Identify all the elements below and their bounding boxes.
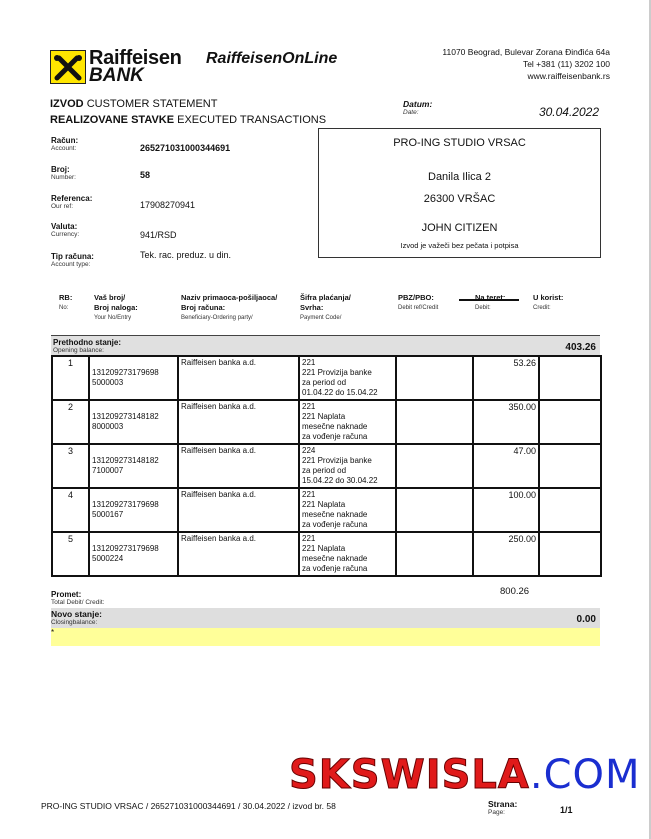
cell-ref <box>89 532 178 576</box>
watermark-red: SKSWISLA <box>289 752 530 798</box>
col-h: Naziv primaoca-pošiljaoca/ <box>181 293 278 302</box>
purpose-line2: mesečne naknade <box>302 422 368 431</box>
purpose-line1: 221 Naplata <box>302 544 346 553</box>
cell-party <box>178 532 299 576</box>
statement-title <box>50 98 217 110</box>
validity-note: Izvod je važeči bez pečata i potpisa <box>400 241 519 250</box>
field-sub: Account type: <box>51 261 91 268</box>
cell-ref <box>89 488 178 532</box>
col-s: Debit ref/Credit <box>398 305 439 311</box>
opening-label <box>53 338 121 354</box>
cell-credit <box>539 532 601 576</box>
city: 26300 VRŠAC <box>423 193 496 205</box>
purpose-line2: za period od <box>302 378 347 387</box>
closing-label <box>51 609 102 626</box>
cell-credit <box>539 356 601 400</box>
row-no: 5 <box>67 534 73 544</box>
payment-code: 221 <box>302 534 316 543</box>
payment-code: 221 <box>302 490 316 499</box>
opening-sub: Opening balance: <box>53 347 104 354</box>
number-value: 58 <box>140 170 151 180</box>
debit-amount: 350.00 <box>508 402 536 412</box>
cell-ref <box>89 400 178 444</box>
person-name: JOHN CITIZEN <box>421 222 498 234</box>
purpose-line1: 221 Naplata <box>302 500 346 509</box>
ref-line1: 131209273179698 <box>92 368 159 377</box>
opening-amount: 403.26 <box>565 342 596 353</box>
currency-value: 941/RSD <box>140 230 177 240</box>
field-sub: Number: <box>51 174 76 181</box>
ref-line1: 131209273179698 <box>92 500 159 509</box>
bank-logo <box>50 47 180 85</box>
cell-pbz <box>396 532 473 576</box>
col-h: PBZ/PBO: <box>398 293 434 302</box>
watermark <box>289 752 641 798</box>
cell-party <box>178 400 299 444</box>
ref-line2: 8000003 <box>92 422 124 431</box>
cell-no <box>52 356 89 400</box>
address-line: 11070 Beograd, Bulevar Zorana Đinđića 64a <box>442 47 610 57</box>
debit-amount: 53.26 <box>513 358 536 368</box>
company-name: PRO-ING STUDIO VRSAC <box>393 137 526 149</box>
service-name: RaiffeisenOnLine <box>206 50 338 67</box>
date-label-text: Datum: <box>403 99 433 109</box>
cell-no <box>52 400 89 444</box>
payment-code: 221 <box>302 358 316 367</box>
account-type-value: Tek. rac. preduz. u din. <box>140 250 232 260</box>
cell-party <box>178 444 299 488</box>
website-link[interactable]: www.raiffeisenbank.rs <box>527 71 610 81</box>
col-header-debit <box>475 293 505 313</box>
field-label: Tip računa: <box>51 252 94 261</box>
field-label: Referenca: <box>51 194 93 203</box>
col-s: Debit: <box>475 305 491 311</box>
cell-purpose <box>299 400 396 444</box>
debit-amount: 47.00 <box>513 446 536 456</box>
cell-ref <box>89 444 178 488</box>
title-bold: REALIZOVANE STAVKE <box>50 114 175 126</box>
bank-address <box>442 46 610 82</box>
purpose-line3: 01.04.22 do 15.04.22 <box>302 388 378 397</box>
table-row <box>52 400 601 444</box>
note-text: * <box>51 628 55 637</box>
cell-no <box>52 532 89 576</box>
row-no: 1 <box>67 358 73 368</box>
watermark-blue: .COM <box>529 752 641 798</box>
cell-pbz <box>396 400 473 444</box>
field-sub: Currency: <box>51 231 80 238</box>
date-value: 30.04.2022 <box>538 105 599 119</box>
purpose-line3: za vođenje računa <box>302 432 368 441</box>
party-name: Raiffeisen banka a.d. <box>181 490 257 499</box>
col-header-rb <box>59 293 72 313</box>
debit-amount: 250.00 <box>508 534 536 544</box>
cell-purpose <box>299 356 396 400</box>
account-value: 265271031000344691 <box>140 143 231 153</box>
cell-pbz <box>396 488 473 532</box>
title-bold: IZVOD <box>50 98 84 110</box>
street: Danila Ilica 2 <box>428 171 491 183</box>
page-sub: Page: <box>488 809 505 816</box>
row-no: 4 <box>67 490 73 500</box>
footer-text: PRO-ING STUDIO VRSAC / 265271031000344691 / 30.04.2022 / izvod br. 58 <box>41 801 336 811</box>
col-s: Your No/Entry <box>94 315 132 321</box>
total-label-text: Promet: <box>51 590 82 599</box>
cell-debit <box>473 488 539 532</box>
page-number: 1/1 <box>560 805 573 815</box>
party-name: Raiffeisen banka a.d. <box>181 402 257 411</box>
title-rest: CUSTOMER STATEMENT <box>86 98 218 110</box>
row-no: 2 <box>67 402 73 412</box>
payment-code: 221 <box>302 402 316 411</box>
ref-line2: 7100007 <box>92 466 124 475</box>
cell-pbz <box>396 356 473 400</box>
cell-party <box>178 356 299 400</box>
table-row <box>52 356 601 400</box>
col-h: Broj računa: <box>181 303 226 312</box>
field-sub: Account: <box>51 145 77 152</box>
closing-sub: Closingbalance: <box>51 619 98 626</box>
cell-purpose <box>299 444 396 488</box>
field-label: Račun: <box>51 136 79 145</box>
logo-emblem-icon <box>50 50 86 84</box>
row-no: 3 <box>67 446 73 456</box>
col-header-your-no <box>94 293 138 323</box>
field-reference <box>51 194 92 210</box>
cell-ref <box>89 356 178 400</box>
debit-amount: 100.00 <box>508 490 536 500</box>
cell-debit <box>473 444 539 488</box>
cell-credit <box>539 488 601 532</box>
col-s: No: <box>59 305 69 311</box>
purpose-line3: 15.04.22 do 30.04.22 <box>302 476 378 485</box>
col-s: Payment Code/ <box>300 315 342 321</box>
col-h: Na teret: <box>475 293 506 302</box>
col-h: Šifra plaćanja/ <box>300 293 351 302</box>
transactions-table <box>51 355 602 577</box>
cell-credit <box>539 444 601 488</box>
cell-party <box>178 488 299 532</box>
field-number <box>51 165 76 181</box>
ref-line2: 5000003 <box>92 378 124 387</box>
payment-code: 224 <box>302 446 316 455</box>
transactions-title <box>50 114 326 126</box>
purpose-line1: 221 Provizija banke <box>302 368 372 377</box>
purpose-line3: za vođenje računa <box>302 520 368 529</box>
cell-debit <box>473 532 539 576</box>
col-h: Vaš broj/ <box>94 293 126 302</box>
col-s: Beneficiary-Ordering party/ <box>181 315 253 321</box>
party-name: Raiffeisen banka a.d. <box>181 534 257 543</box>
table-row <box>52 532 601 576</box>
title-rest: EXECUTED TRANSACTIONS <box>177 114 327 126</box>
note-row <box>51 628 600 646</box>
ref-line2: 5000224 <box>92 554 124 563</box>
field-currency <box>51 222 79 238</box>
ref-line1: 131209273179698 <box>92 544 159 553</box>
logo-text-raiffeisen: Raiffeisen <box>89 47 182 69</box>
col-header-pbz <box>398 293 438 313</box>
page-label <box>488 799 517 816</box>
field-account <box>51 136 78 152</box>
col-header-credit <box>533 293 563 313</box>
ref-line2: 5000167 <box>92 510 124 519</box>
purpose-line1: 221 Naplata <box>302 412 346 421</box>
ref-line1: 131209273148182 <box>92 412 159 421</box>
purpose-line2: mesečne naknade <box>302 510 368 519</box>
purpose-line3: za vođenje računa <box>302 564 368 573</box>
cell-no <box>52 488 89 532</box>
party-name: Raiffeisen banka a.d. <box>181 358 257 367</box>
field-sub: Our ref: <box>51 203 74 210</box>
logo-text-bank: BANK <box>89 65 144 86</box>
cell-pbz <box>396 444 473 488</box>
date-sub: Date: <box>403 109 419 116</box>
cell-debit <box>473 356 539 400</box>
ref-line1: 131209273148182 <box>92 456 159 465</box>
table-row <box>52 488 601 532</box>
purpose-line2: mesečne naknade <box>302 554 368 563</box>
closing-label-text: Novo stanje: <box>51 609 103 619</box>
opening-balance-row <box>51 335 600 356</box>
table-row <box>52 444 601 488</box>
page-label-text: Strana: <box>488 799 518 809</box>
field-account-type <box>51 252 94 268</box>
col-header-code <box>300 293 351 323</box>
field-label: Broj: <box>51 165 70 174</box>
col-header-party <box>181 293 277 323</box>
field-label: Valuta: <box>51 222 78 231</box>
col-h: U korist: <box>533 293 564 302</box>
closing-amount: 0.00 <box>576 614 596 625</box>
cell-purpose <box>299 488 396 532</box>
total-debit: 800.26 <box>500 586 530 597</box>
col-h: Broj naloga: <box>94 303 138 312</box>
cell-purpose <box>299 532 396 576</box>
col-s: Credit: <box>533 305 551 311</box>
purpose-line2: za period od <box>302 466 347 475</box>
phone-line: Tel +381 (11) 3202 100 <box>522 59 610 69</box>
total-label <box>51 590 104 606</box>
purpose-line1: 221 Provizija banke <box>302 456 372 465</box>
reference-value: 17908270941 <box>140 200 196 210</box>
recipient-address-box <box>318 128 601 258</box>
cell-credit <box>539 400 601 444</box>
cell-no <box>52 444 89 488</box>
date-label <box>403 99 432 116</box>
total-sub: Total Debit/ Credit: <box>51 599 105 606</box>
closing-balance-row <box>51 608 600 628</box>
col-h: RB: <box>59 293 73 302</box>
cell-debit <box>473 400 539 444</box>
col-h: Svrha: <box>300 303 324 312</box>
opening-label-text: Prethodno stanje: <box>53 338 122 347</box>
party-name: Raiffeisen banka a.d. <box>181 446 257 455</box>
